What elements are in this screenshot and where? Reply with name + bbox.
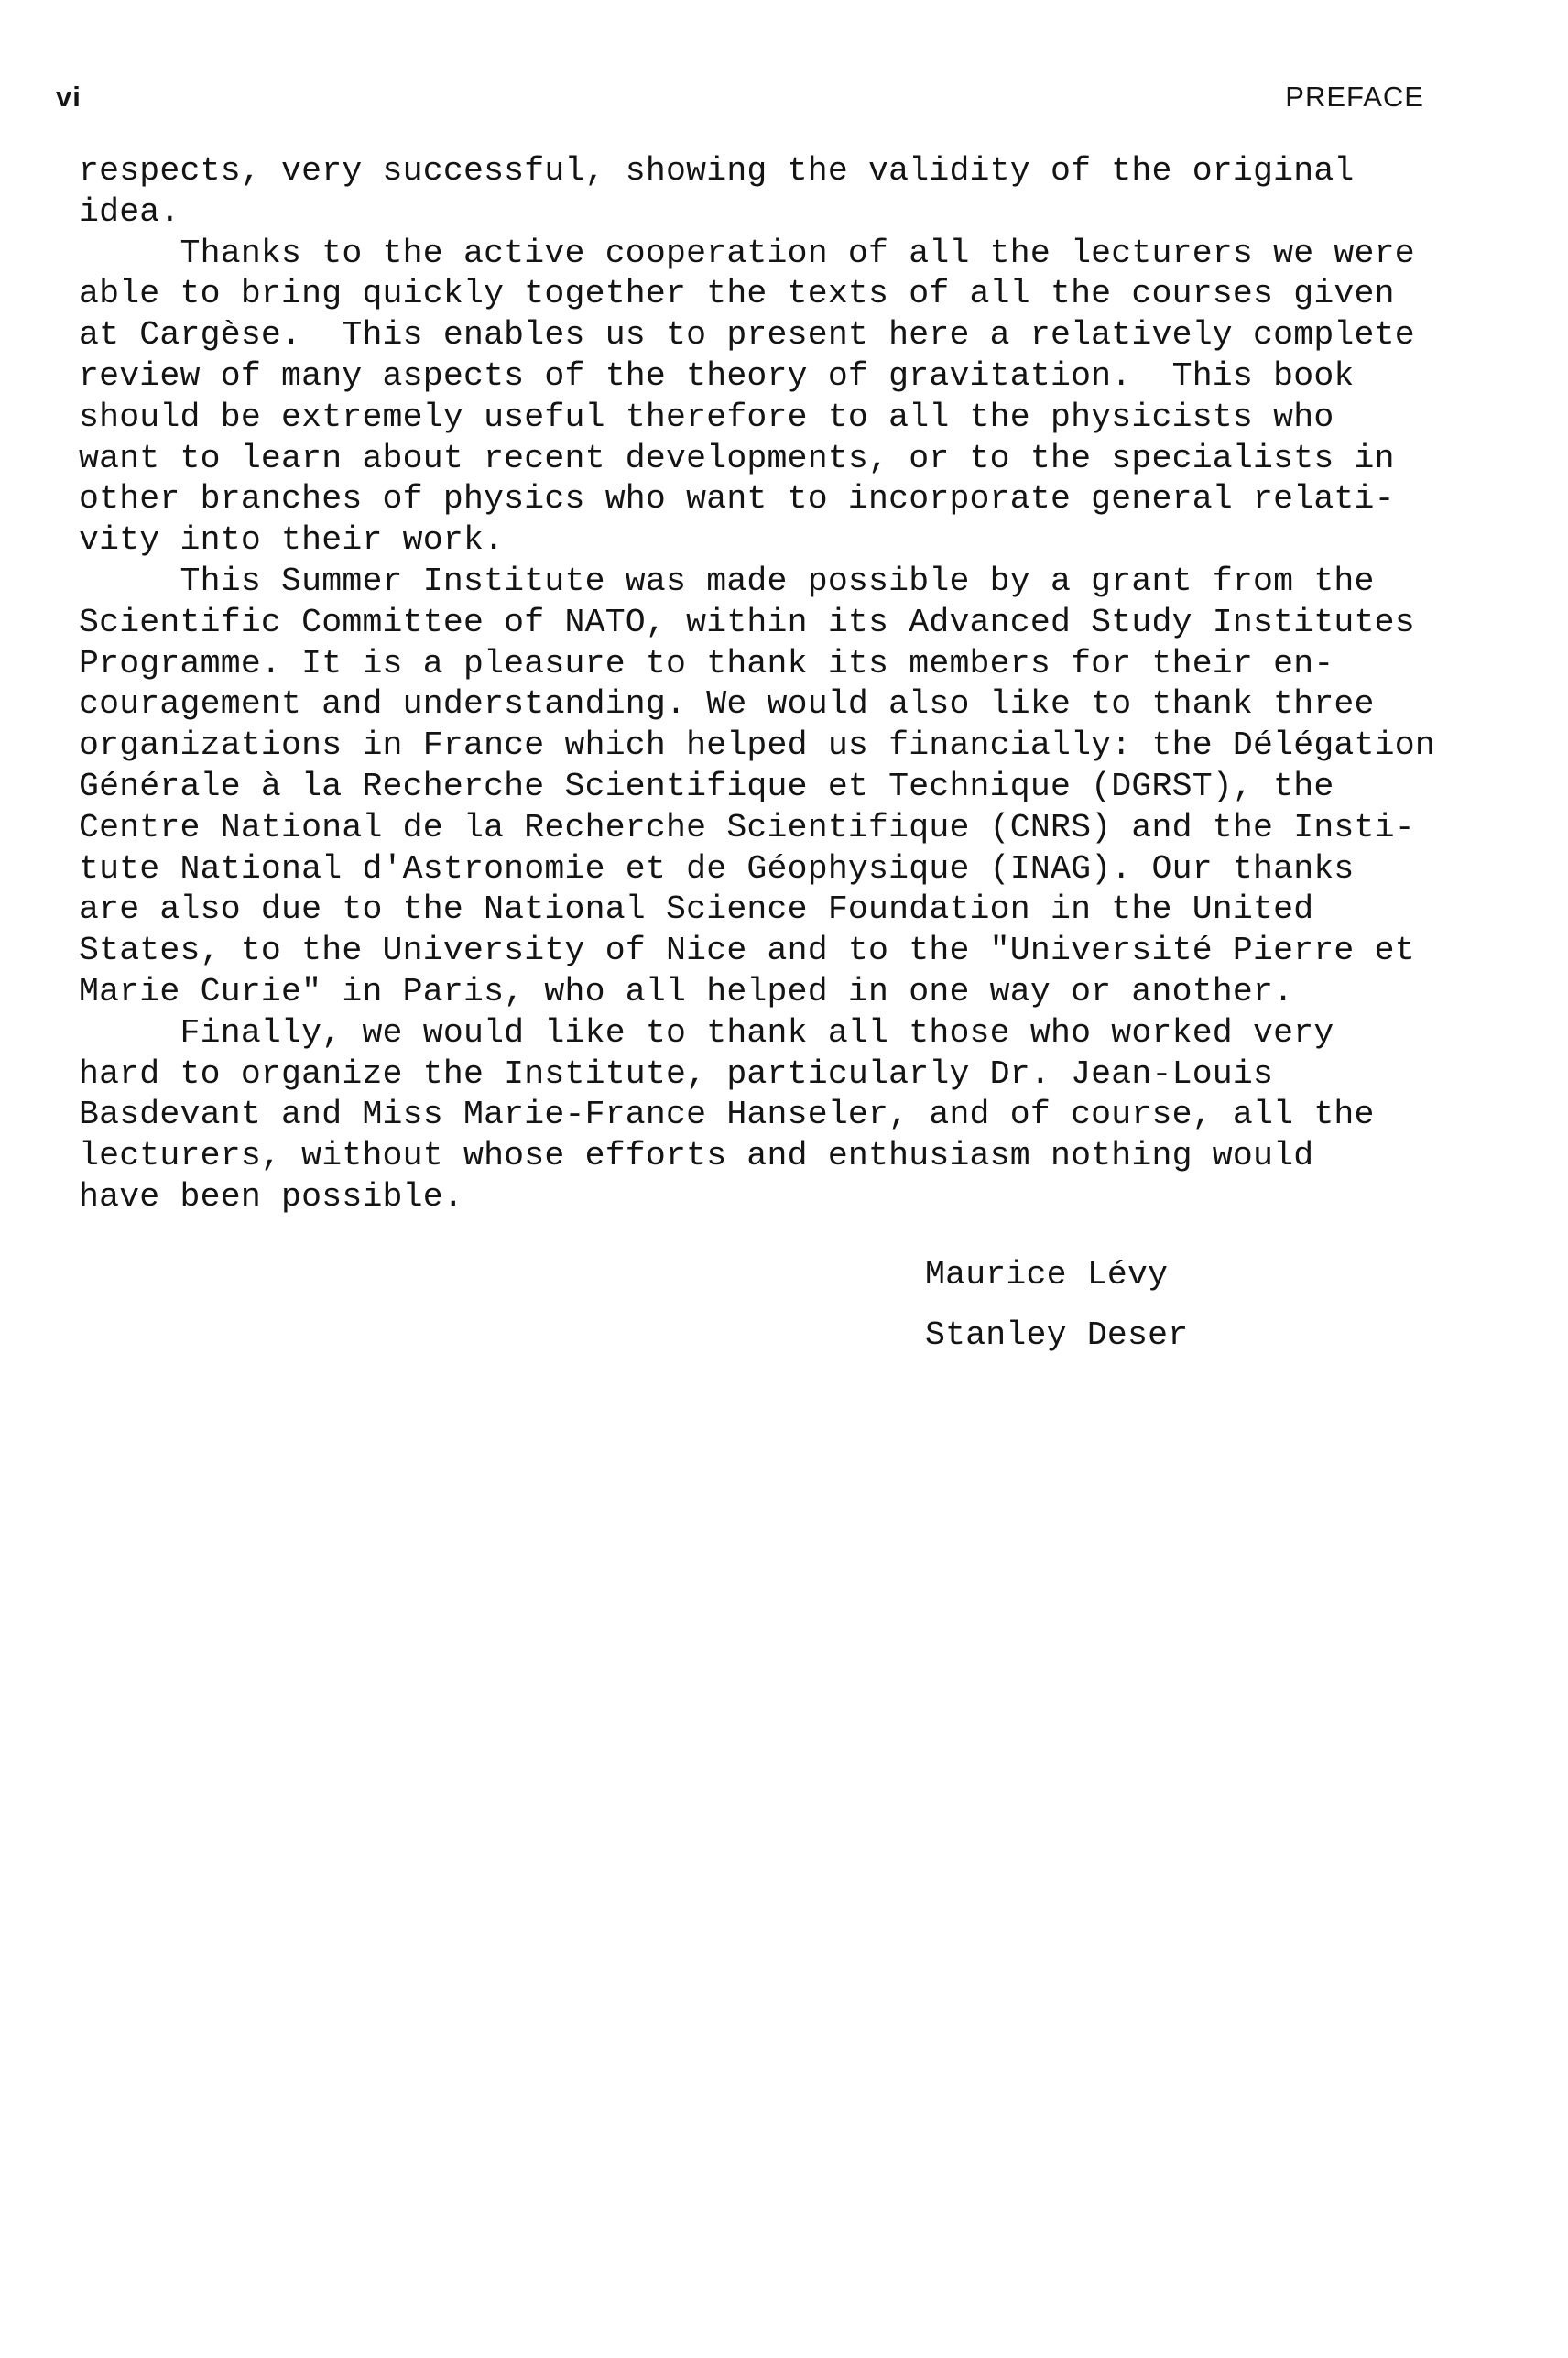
text-line: should be extremely useful therefore to all the physicists who (79, 398, 1334, 436)
text-line: at Cargèse. This enables us to present here a relatively complete (79, 316, 1415, 355)
text-line: Finally, we would like to thank all those who worked very (79, 1013, 1334, 1052)
text-line: Centre National de la Recherche Scientifique (CNRS) and the Insti- (79, 808, 1415, 846)
signature-name: Maurice Lévy (925, 1256, 1169, 1294)
text-line: want to learn about recent developments, or to the specialists in (79, 439, 1395, 477)
text-line: Programme. It is a pleasure to thank its members for their en- (79, 644, 1334, 682)
text-line: Générale à la Recherche Scientifique et Technique (DGRST), the (79, 767, 1334, 805)
text-line: couragement and understanding. We would also like to thank three (79, 685, 1375, 724)
running-head: PREFACE (1285, 81, 1424, 113)
text-line: are also due to the National Science Foundation in the United (79, 890, 1314, 929)
text-line: hard to organize the Institute, particularly Dr. Jean-Louis (79, 1054, 1274, 1093)
text-line: This Summer Institute was made possible by a grant from the (79, 562, 1375, 600)
page-number: vi (56, 81, 82, 113)
text-line: have been possible. (79, 1177, 463, 1216)
text-line: review of many aspects of the theory of gravitation. This book (79, 356, 1355, 395)
signature-block (925, 1255, 1188, 1356)
text-line: able to bring quickly together the texts of all the courses given (79, 275, 1395, 313)
text-line: Basdevant and Miss Marie-France Hanseler, and of course, all the (79, 1096, 1375, 1134)
text-line: tute National d'Astronomie et de Géophysique (INAG). Our thanks (79, 849, 1355, 888)
text-line: States, to the University of Nice and to the "Université Pierre et (79, 932, 1415, 970)
text-line: organizations in France which helped us financially: the Délégation (79, 726, 1435, 765)
text-line: Marie Curie" in Paris, who all helped in one way or another. (79, 972, 1294, 1010)
text-line: Thanks to the active cooperation of all the lecturers we were (79, 234, 1415, 272)
text-line: respects, very successful, showing the validity of the original (79, 152, 1355, 190)
preface-body (79, 151, 1462, 1218)
signature-name: Stanley Deser (925, 1316, 1189, 1354)
text-line: Scientific Committee of NATO, within its Advanced Study Institutes (79, 603, 1415, 641)
text-line: vity into their work. (79, 521, 505, 560)
text-line: other branches of physics who want to incorporate general relati- (79, 480, 1395, 519)
text-line: idea. (79, 192, 180, 231)
text-line: lecturers, without whose efforts and enthusiasm nothing would (79, 1137, 1314, 1175)
page-header (56, 77, 1424, 117)
